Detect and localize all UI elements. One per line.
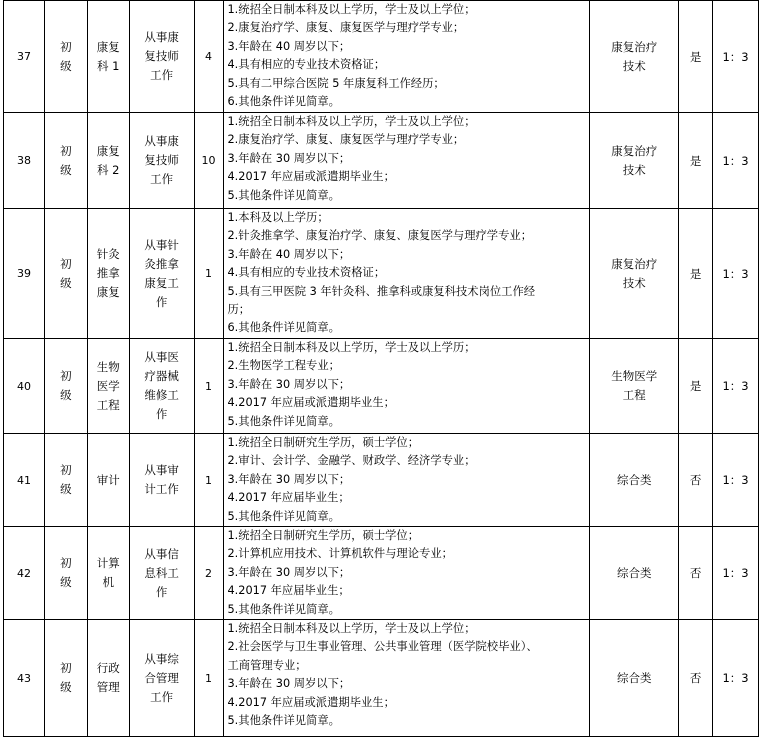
job-duty-line: 作 bbox=[155, 584, 168, 599]
interview-ratio: 1：3 bbox=[713, 434, 759, 527]
position-level-line: 级 bbox=[60, 162, 72, 177]
position-level bbox=[44, 620, 87, 737]
hiring-count: 2 bbox=[194, 527, 223, 620]
department-name bbox=[87, 339, 129, 434]
position-level-line: 初 bbox=[60, 463, 72, 478]
position-level-line: 初 bbox=[60, 39, 72, 54]
hiring-count: 1 bbox=[194, 620, 223, 737]
requirement-line: 3.年龄在 30 周岁以下； bbox=[227, 677, 351, 691]
department-name-line: 计算 bbox=[96, 556, 120, 571]
hiring-count: 1 bbox=[194, 339, 223, 434]
interview-ratio: 1：3 bbox=[713, 1, 759, 113]
requirement-line: 2.康复治疗学、康复、康复医学与理疗学专业； bbox=[227, 133, 465, 147]
position-level bbox=[44, 209, 87, 339]
position-level-line: 级 bbox=[60, 58, 72, 73]
exam-category-line: 技术 bbox=[622, 162, 646, 177]
department-name-line: 审计 bbox=[96, 472, 120, 487]
requirement-line: 1.统招全日制本科及以上学历，学士及以上学位； bbox=[227, 622, 476, 636]
requirement-line: 4.2017 年应届或派遣期毕业生； bbox=[227, 396, 395, 410]
requirement-line: 3.年龄在 30 周岁以下； bbox=[227, 151, 351, 165]
department-name bbox=[87, 1, 129, 113]
department-name-line: 康复 bbox=[96, 285, 120, 299]
exam-category-line: 综合类 bbox=[616, 472, 652, 487]
job-duty bbox=[129, 339, 194, 434]
requirement-line: 3.年龄在 30 周岁以下； bbox=[227, 472, 351, 486]
requirements-cell bbox=[223, 620, 590, 737]
department-name-line: 推拿 bbox=[96, 266, 120, 280]
department-name-line: 工程 bbox=[96, 397, 120, 412]
table-row bbox=[4, 209, 759, 339]
exam-category bbox=[590, 434, 679, 527]
job-duty bbox=[129, 113, 194, 209]
job-duty-line: 复技师 bbox=[144, 49, 179, 63]
requirement-line: 5.其他条件详见简章。 bbox=[227, 602, 340, 616]
position-level-line: 初 bbox=[60, 556, 72, 571]
recruitment-table bbox=[3, 0, 759, 737]
position-level-line: 级 bbox=[60, 275, 72, 290]
department-name-line: 科 1 bbox=[97, 58, 120, 73]
department-name-line: 针灸 bbox=[96, 247, 120, 261]
position-level-line: 级 bbox=[60, 482, 72, 497]
department-name bbox=[87, 527, 129, 620]
department-name-line: 科 2 bbox=[97, 162, 120, 177]
job-duty-line: 维修工 bbox=[144, 388, 179, 402]
position-level bbox=[44, 527, 87, 620]
exam-category bbox=[590, 209, 679, 339]
requirements-cell bbox=[223, 434, 590, 527]
department-name-line: 管理 bbox=[96, 680, 120, 695]
requirement-line: 5.其他条件详见简章。 bbox=[227, 509, 340, 523]
position-level-line: 级 bbox=[60, 680, 72, 695]
job-duty bbox=[129, 434, 194, 527]
requirement-line: 3.年龄在 40 周岁以下； bbox=[227, 39, 351, 53]
requirement-line: 2.针灸推拿学、康复治疗学、康复、康复医学与理疗学专业； bbox=[227, 229, 532, 243]
row-number: 42 bbox=[4, 527, 45, 620]
job-duty-line: 息科工 bbox=[144, 565, 179, 580]
job-duty-line: 从事综 bbox=[144, 651, 179, 666]
requirement-line: 1.统招全日制本科及以上学历，学士及以上学历； bbox=[227, 341, 476, 354]
job-duty-line: 疗器械 bbox=[144, 369, 179, 383]
requirement-line: 4.2017 年应届或派遣期毕业生； bbox=[227, 695, 395, 709]
table-row bbox=[4, 339, 759, 434]
exam-category-line: 康复治疗 bbox=[611, 143, 658, 158]
job-duty-line: 计工作 bbox=[144, 482, 179, 497]
job-duty-line: 康复工 bbox=[144, 275, 179, 290]
exam-required: 是 bbox=[679, 339, 713, 434]
exam-required: 是 bbox=[679, 209, 713, 339]
job-duty-line: 从事针 bbox=[144, 237, 179, 252]
exam-category-line: 工程 bbox=[622, 388, 646, 402]
department-name bbox=[87, 620, 129, 737]
department-name-line: 行政 bbox=[96, 661, 120, 676]
hiring-count: 10 bbox=[194, 113, 223, 209]
requirement-line: 5.具有三甲医院 3 年针灸科、推拿科或康复科技术岗位工作经 bbox=[227, 284, 536, 298]
row-number: 43 bbox=[4, 620, 45, 737]
position-level-line: 级 bbox=[60, 388, 72, 402]
department-name-line: 机 bbox=[102, 575, 115, 590]
requirement-line: 工商管理专业； bbox=[227, 658, 307, 672]
interview-ratio: 1：3 bbox=[713, 339, 759, 434]
exam-category-line: 综合类 bbox=[616, 670, 652, 685]
hiring-count: 1 bbox=[194, 209, 223, 339]
job-duty-line: 合管理 bbox=[144, 670, 179, 685]
position-level-line: 初 bbox=[60, 143, 72, 158]
position-level bbox=[44, 434, 87, 527]
row-number: 39 bbox=[4, 209, 45, 339]
exam-category bbox=[590, 1, 679, 113]
requirement-line: 2.计算机应用技术、计算机软件与理论专业； bbox=[227, 547, 453, 561]
requirements-cell bbox=[223, 209, 590, 339]
requirement-line: 3.年龄在 30 周岁以下； bbox=[227, 565, 351, 579]
requirements-cell bbox=[223, 339, 590, 434]
requirement-line: 1.本科及以上学历； bbox=[227, 211, 329, 224]
requirement-line: 1.统招全日制本科及以上学历，学士及以上学位； bbox=[227, 115, 476, 128]
row-number: 37 bbox=[4, 1, 45, 113]
department-name-line: 生物 bbox=[96, 359, 120, 374]
position-level-line: 初 bbox=[60, 369, 72, 383]
requirement-line: 2.审计、会计学、金融学、财政学、经济学专业； bbox=[227, 454, 476, 468]
exam-category-line: 康复治疗 bbox=[611, 39, 658, 54]
department-name bbox=[87, 113, 129, 209]
job-duty-line: 复技师 bbox=[144, 153, 179, 167]
exam-category-line: 生物医学 bbox=[611, 369, 658, 383]
position-level-line: 初 bbox=[60, 256, 72, 271]
position-level-line: 初 bbox=[60, 661, 72, 676]
table-row bbox=[4, 434, 759, 527]
interview-ratio: 1：3 bbox=[713, 620, 759, 737]
table-row bbox=[4, 113, 759, 209]
requirements-cell bbox=[223, 1, 590, 113]
exam-category-line: 技术 bbox=[622, 58, 646, 73]
exam-category bbox=[590, 527, 679, 620]
requirements-cell bbox=[223, 527, 590, 620]
position-level bbox=[44, 113, 87, 209]
requirement-line: 2.社会医学与卫生事业管理、公共事业管理（医学院校毕业）、 bbox=[227, 640, 538, 654]
interview-ratio: 1：3 bbox=[713, 209, 759, 339]
requirement-line: 4.2017 年应届毕业生； bbox=[227, 491, 350, 505]
row-number: 38 bbox=[4, 113, 45, 209]
requirements-cell bbox=[223, 113, 590, 209]
department-name bbox=[87, 209, 129, 339]
job-duty-line: 作 bbox=[155, 294, 168, 309]
requirement-line: 5.其他条件详见简章。 bbox=[227, 188, 340, 202]
job-duty-line: 工作 bbox=[150, 68, 174, 82]
requirement-line: 3.年龄在 40 周岁以下； bbox=[227, 247, 351, 261]
hiring-count: 4 bbox=[194, 1, 223, 113]
requirement-line: 1.统招全日制本科及以上学历，学士及以上学位； bbox=[227, 3, 476, 16]
requirement-line: 5.其他条件详见简章。 bbox=[227, 414, 340, 428]
department-name-line: 康复 bbox=[96, 39, 120, 54]
exam-category-line: 综合类 bbox=[616, 565, 652, 580]
position-level bbox=[44, 339, 87, 434]
job-duty bbox=[129, 209, 194, 339]
department-name-line: 康复 bbox=[96, 143, 120, 158]
job-duty bbox=[129, 620, 194, 737]
job-duty-line: 从事信 bbox=[144, 546, 179, 561]
table-row bbox=[4, 527, 759, 620]
job-duty-line: 从事康 bbox=[144, 134, 179, 148]
exam-required: 否 bbox=[679, 527, 713, 620]
requirement-line: 5.具有二甲综合医院 5 年康复科工作经历； bbox=[227, 76, 445, 90]
job-duty-line: 从事审 bbox=[144, 463, 179, 478]
requirement-line: 1.统招全日制研究生学历，硕士学位； bbox=[227, 529, 420, 543]
job-duty-line: 从事医 bbox=[144, 350, 179, 364]
interview-ratio: 1：3 bbox=[713, 113, 759, 209]
interview-ratio: 1：3 bbox=[713, 527, 759, 620]
table-row bbox=[4, 620, 759, 737]
row-number: 41 bbox=[4, 434, 45, 527]
exam-category-line: 技术 bbox=[622, 275, 646, 290]
requirement-line: 3.年龄在 30 周岁以下； bbox=[227, 377, 351, 391]
position-level bbox=[44, 1, 87, 113]
requirement-line: 4.具有相应的专业技术资格证； bbox=[227, 58, 386, 72]
exam-category bbox=[590, 620, 679, 737]
requirement-line: 4.2017 年应届或派遣期毕业生； bbox=[227, 170, 395, 184]
department-name bbox=[87, 434, 129, 527]
requirement-line: 2.生物医学工程专业； bbox=[227, 359, 340, 373]
job-duty bbox=[129, 527, 194, 620]
job-duty-line: 从事康 bbox=[144, 30, 179, 44]
requirement-line: 4.2017 年应届毕业生； bbox=[227, 584, 350, 598]
department-name-line: 医学 bbox=[96, 378, 120, 393]
position-level-line: 级 bbox=[60, 575, 72, 590]
exam-required: 否 bbox=[679, 434, 713, 527]
exam-required: 是 bbox=[679, 1, 713, 113]
requirement-line: 6.其他条件详见简章。 bbox=[227, 321, 340, 335]
exam-required: 否 bbox=[679, 620, 713, 737]
exam-category bbox=[590, 113, 679, 209]
requirement-line: 1.统招全日制研究生学历，硕士学位； bbox=[227, 436, 420, 449]
requirement-line: 历； bbox=[227, 303, 251, 317]
job-duty-line: 工作 bbox=[150, 689, 174, 704]
exam-category bbox=[590, 339, 679, 434]
requirement-line: 2.康复治疗学、康复、康复医学与理疗学专业； bbox=[227, 21, 465, 35]
table-row bbox=[4, 1, 759, 113]
requirement-line: 4.具有相应的专业技术资格证； bbox=[227, 266, 386, 280]
job-duty-line: 工作 bbox=[150, 172, 174, 186]
exam-category-line: 康复治疗 bbox=[611, 256, 658, 271]
job-duty bbox=[129, 1, 194, 113]
requirement-line: 5.其他条件详见简章。 bbox=[227, 714, 340, 728]
job-duty-line: 灸推拿 bbox=[144, 256, 179, 271]
hiring-count: 1 bbox=[194, 434, 223, 527]
requirement-line: 6.其他条件详见简章。 bbox=[227, 95, 340, 109]
row-number: 40 bbox=[4, 339, 45, 434]
job-duty-line: 作 bbox=[155, 407, 168, 421]
exam-required: 是 bbox=[679, 113, 713, 209]
